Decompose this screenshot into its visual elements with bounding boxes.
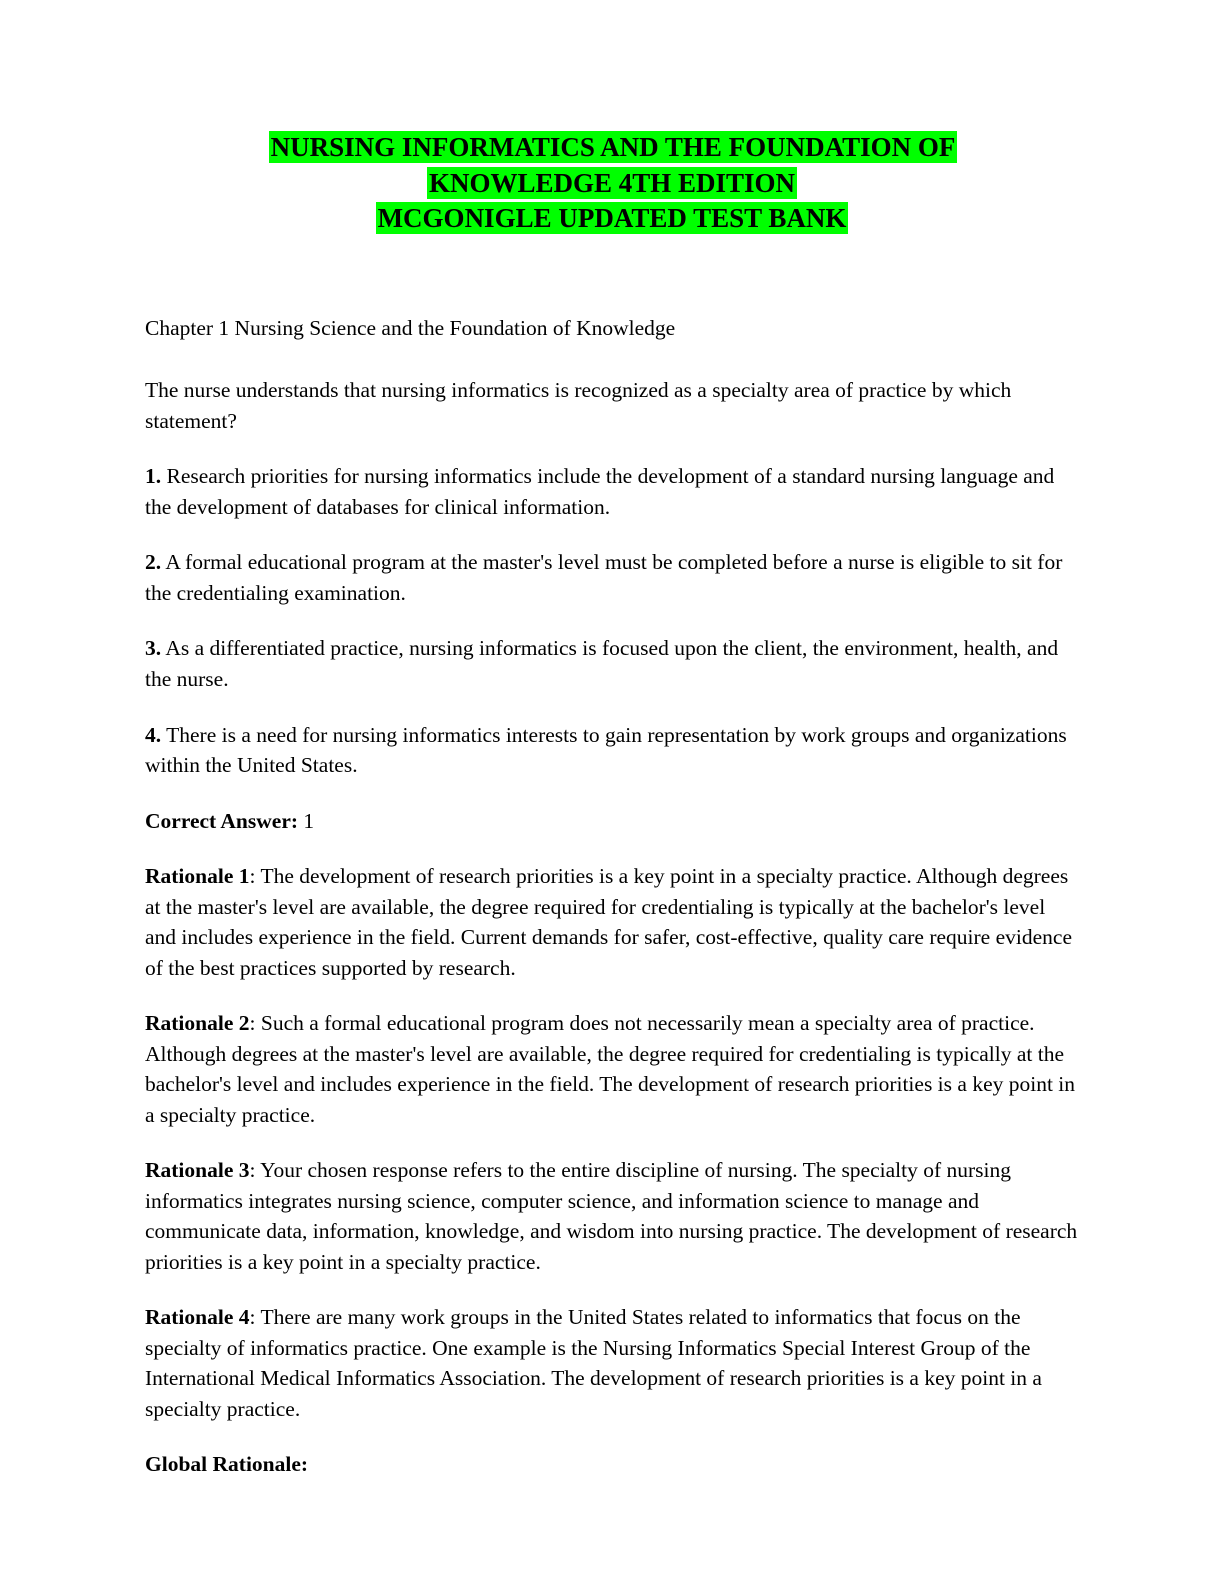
question-text: The nurse understands that nursing informatics is recognized as a specialty area of practice by which statement? — [145, 378, 1012, 433]
correct-answer — [145, 806, 1079, 837]
document-title-line-2: KNOWLEDGE 4TH EDITION — [428, 167, 796, 198]
answer-option-4 — [145, 720, 1079, 781]
chapter-heading: Chapter 1 Nursing Science and the Foundation of Knowledge — [145, 315, 676, 340]
global-rationale-heading: Global Rationale: — [145, 1452, 309, 1477]
document-title — [145, 130, 1079, 237]
answer-option-1 — [145, 461, 1079, 522]
rationale-1-text: : The development of research priorities is a key point in a specialty practice. Although degrees at the master's level are available, the degree required for credentialing is typically at the bachelor's level and includes experience in the field. Current demands for safer, cost-effective, quality care require evidence of the best practices supported by research. — [145, 864, 1072, 980]
option-1-text: Research priorities for nursing informatics include the development of a standard nursing language and the development of databases for clinical information. — [145, 464, 1055, 519]
rationale-1 — [145, 861, 1079, 983]
title-spacer — [145, 237, 1079, 313]
document-title-line-3: MCGONIGLE UPDATED TEST BANK — [377, 203, 847, 234]
correct-answer-label: Correct Answer: — [145, 808, 299, 833]
rationale-3 — [145, 1155, 1079, 1277]
rationale-4-label: Rationale 4 — [145, 1305, 250, 1330]
option-3-text: As a differentiated practice, nursing informatics is focused upon the client, the environment, health, and the nurse. — [145, 636, 1059, 691]
option-2-number: 2. — [145, 550, 162, 575]
rationale-2-label: Rationale 2 — [145, 1011, 250, 1036]
document-body — [145, 313, 1079, 1480]
option-3-number: 3. — [145, 636, 162, 661]
answer-option-2 — [145, 547, 1079, 608]
rationale-4 — [145, 1302, 1079, 1424]
option-4-number: 4. — [145, 722, 162, 747]
rationale-3-label: Rationale 3 — [145, 1158, 250, 1183]
rationale-2 — [145, 1008, 1079, 1130]
rationale-1-label: Rationale 1 — [145, 864, 250, 889]
correct-answer-value: 1 — [303, 808, 315, 833]
option-4-text: There is a need for nursing informatics interests to gain representation by work groups and organizations within the United States. — [145, 722, 1067, 778]
document-title-line-1: NURSING INFORMATICS AND THE FOUNDATION OF — [270, 132, 956, 162]
rationale-3-text: : Your chosen response refers to the entire discipline of nursing. The specialty of nursing informatics integrates nursing science, computer science, and information science to manage and communicate data, information, knowledge, and wisdom into nursing practice. The development of research priorities is a key point in a specialty practice. — [145, 1158, 1078, 1274]
rationale-4-text: : There are many work groups in the United States related to informatics that focus on the specialty of informatics practice. One example is the Nursing Informatics Special Interest Group of the International Medical Informatics Association. The development of research priorities is a key point in a specialty practice. — [145, 1305, 1042, 1421]
rationale-2-text: : Such a formal educational program does not necessarily mean a specialty area of practice. Although degrees at the master's level are available, the degree required for credentialing is typically at the bachelor's level and includes experience in the field. The development of research priorities is a key point in a specialty practice. — [145, 1011, 1076, 1127]
answer-option-3 — [145, 633, 1079, 694]
option-1-number: 1. — [145, 464, 162, 489]
option-2-text: A formal educational program at the master's level must be completed before a nurse is eligible to sit for the credentialing examination. — [145, 550, 1063, 605]
